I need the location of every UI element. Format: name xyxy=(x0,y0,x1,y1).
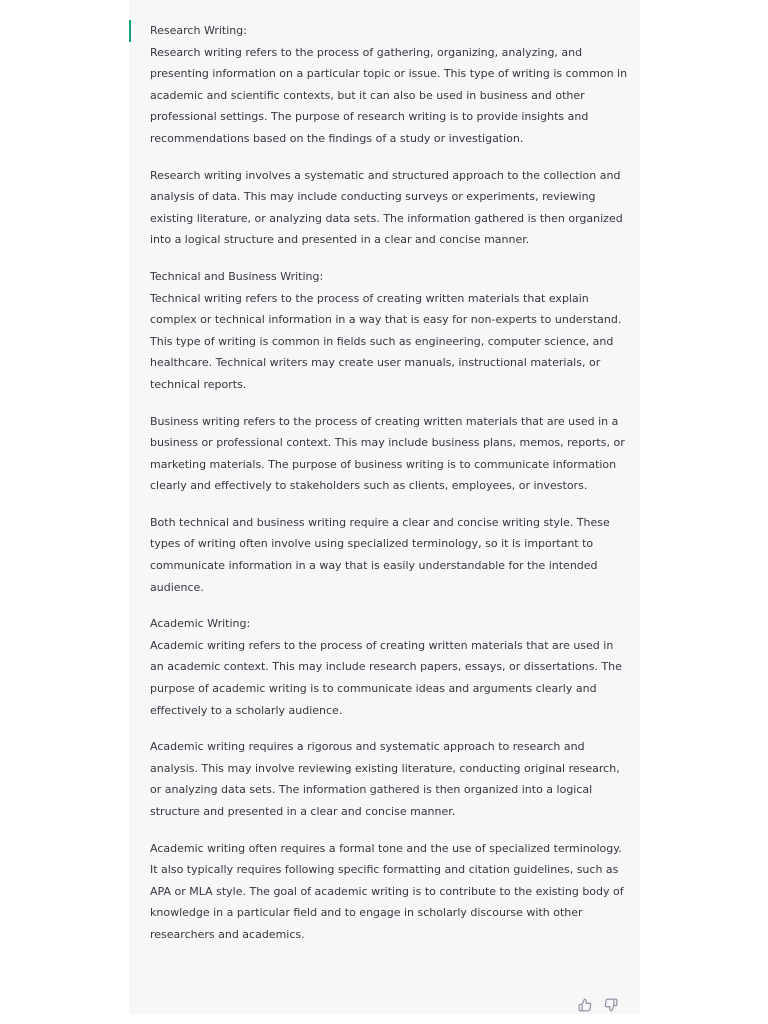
paragraph-academic-writing xyxy=(150,613,630,721)
paragraph-text: Academic writing refers to the process of creating written materials that are used in an academic context. This may include research papers, essays, or dissertations. The purpose of academic writing is to communicate ideas and arguments clearly and effectively to a scholarly audience. xyxy=(150,638,622,717)
paragraph-text: Both technical and business writing require a clear and concise writing style. These types of writing often involve using specialized terminology, so it is important to communicate information in a way that is easily understandable for the intended audience. xyxy=(150,515,610,594)
heading-academic-writing: Academic Writing: xyxy=(150,617,251,631)
heading-research-writing: Research Writing: xyxy=(150,24,247,37)
paragraph-text: Research writing refers to the process of gathering, organizing, analyzing, and presenting information on a particular topic or issue. This type of writing is common in academic and scientific contexts, but it can also be used in business and other professional settings. The purpose of research writing is to provide insights and recommendations based on the findings of a study or investigation. xyxy=(150,45,628,145)
heading-technical-business-writing: Technical and Business Writing: xyxy=(150,269,324,283)
paragraph-academic-tone xyxy=(150,838,630,946)
message-accent-bar xyxy=(129,20,131,42)
paragraph-research-writing xyxy=(150,20,630,150)
assistant-message-content xyxy=(150,20,630,961)
paragraph-text: Research writing involves a systematic and structured approach to the collection and analysis of data. This may include conducting surveys or experiments, reviewing existing literature, or analyzing data sets. The information gathered is then organized into a logical structure and presented in a clear and concise manner. xyxy=(150,168,623,247)
feedback-buttons xyxy=(578,998,618,1012)
thumbs-up-icon xyxy=(578,998,592,1012)
paragraph-research-approach xyxy=(150,165,630,251)
paragraph-both-writing xyxy=(150,512,630,598)
paragraph-text: Academic writing requires a rigorous and systematic approach to research and analysis. This may involve reviewing existing literature, conducting original research, or analyzing data sets. The information gathered is then organized into a logical structure and presented in a clear and concise manner. xyxy=(150,740,620,818)
paragraph-text: Academic writing often requires a formal tone and the use of specialized terminology. It also typically requires following specific formatting and citation guidelines, such as APA or MLA style. The goal of academic writing is to contribute to the existing body of knowledge in a particular field and to engage in scholarly discourse with other researchers and academics. xyxy=(150,841,624,941)
paragraph-technical-writing xyxy=(150,266,630,396)
paragraph-text: Technical writing refers to the process of creating written materials that explain complex or technical information in a way that is easy for non-experts to understand. This type of writing is common in fields such as engineering, computer science, and healthcare. Technical writers may create user manuals, instructional materials, or technical reports. xyxy=(150,291,622,391)
thumbs-up-button[interactable] xyxy=(578,998,592,1012)
thumbs-down-button[interactable] xyxy=(604,998,618,1012)
paragraph-academic-approach xyxy=(150,736,630,822)
thumbs-down-icon xyxy=(604,998,618,1012)
paragraph-business-writing xyxy=(150,411,630,497)
paragraph-text: Business writing refers to the process of creating written materials that are used in a business or professional context. This may include business plans, memos, reports, or marketing materials. The purpose of business writing is to communicate information clearly and effectively to stakeholders such as clients, employees, or investors. xyxy=(150,414,625,493)
